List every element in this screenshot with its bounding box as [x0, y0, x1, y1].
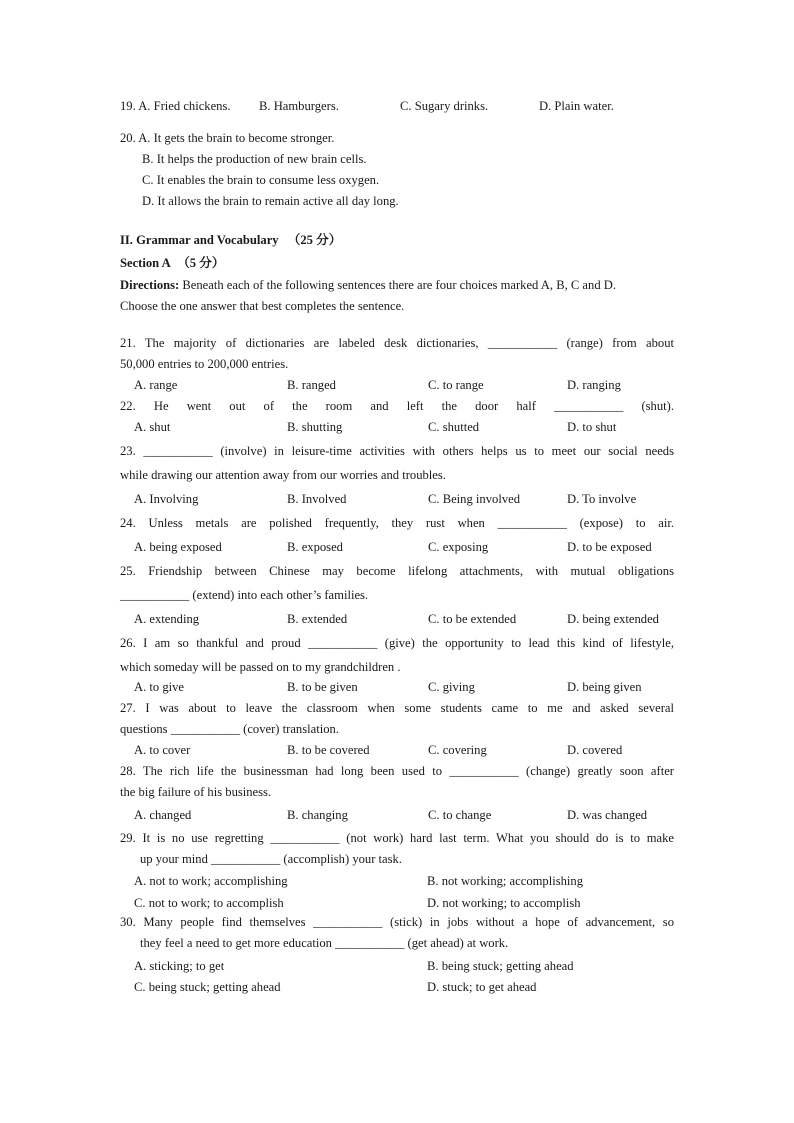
- question-21-stem-cont: 50,000 entries to 200,000 entries.: [120, 357, 289, 371]
- question-25-option-b: B. extended: [287, 612, 348, 626]
- question-22-option-a: A. shut: [134, 420, 171, 434]
- directions-line-2: Choose the one answer that best completes the sentence.: [120, 299, 405, 313]
- question-30-stem-cont: they feel a need to get more education ___________ (get ahead) at work.: [140, 936, 509, 950]
- question-24-option-c: C. exposing: [428, 540, 489, 554]
- q19-option-a: 19. A. Fried chickens.: [120, 99, 231, 113]
- question-24-option-b: B. exposed: [287, 540, 343, 554]
- question-28-stem: 28. The rich life the businessman had long been used to ___________ (change) greatly soon after: [120, 764, 674, 778]
- question-25-option-d: D. being extended: [567, 612, 659, 626]
- question-29-option-a: A. not to work; accomplishing: [134, 874, 288, 888]
- question-23-option-c: C. Being involved: [428, 492, 520, 506]
- q20-option-b: B. It helps the production of new brain cells.: [142, 152, 367, 166]
- directions-label: Directions:: [120, 278, 180, 292]
- question-23-stem: 23. ___________ (involve) in leisure-time activities with others helps us to meet our social needs: [120, 444, 674, 458]
- q20-option-d: D. It allows the brain to remain active all day long.: [142, 194, 399, 208]
- subsection-heading: [120, 255, 224, 271]
- question-28-option-b: B. changing: [287, 808, 348, 822]
- question-28-option-a: A. changed: [134, 808, 192, 822]
- question-25-option-a: A. extending: [134, 612, 200, 626]
- question-27-option-d: D. covered: [567, 743, 623, 757]
- question-25-stem-cont: ___________ (extend) into each other’s families.: [120, 588, 369, 602]
- question-30-option-c: C. being stuck; getting ahead: [134, 980, 281, 994]
- q19-option-b: B. Hamburgers.: [259, 99, 339, 113]
- question-24-option-d: D. to be exposed: [567, 540, 652, 554]
- subsection-score: （5 分）: [177, 256, 225, 270]
- question-21-option-b: B. ranged: [287, 378, 336, 392]
- question-28-stem-cont: the big failure of his business.: [120, 785, 272, 799]
- question-22-stem: 22. He went out of the room and left the door half ___________ (shut).: [120, 399, 674, 413]
- question-26-stem-cont: which someday will be passed on to my grandchildren .: [120, 660, 401, 674]
- question-21-option-a: A. range: [134, 378, 178, 392]
- question-23-option-b: B. Involved: [287, 492, 347, 506]
- question-27-option-c: C. covering: [428, 743, 487, 757]
- question-22-option-b: B. shutting: [287, 420, 343, 434]
- question-23-stem-cont: while drawing our attention away from our worries and troubles.: [120, 468, 446, 482]
- section-heading: [120, 232, 341, 248]
- question-29-stem-cont: up your mind ___________ (accomplish) your task.: [140, 852, 402, 866]
- directions-text-1: Beneath each of the following sentences there are four choices marked A, B, C and D.: [179, 278, 617, 292]
- question-27-stem: 27. I was about to leave the classroom when some students came to me and asked several: [120, 701, 674, 715]
- question-21-stem: 21. The majority of dictionaries are labeled desk dictionaries, ___________ (range) from about: [120, 336, 674, 350]
- question-26-stem: 26. I am so thankful and proud ___________ (give) the opportunity to lead this kind of lifestyle,: [120, 636, 674, 650]
- question-30-option-a: A. sticking; to get: [134, 959, 225, 973]
- question-29-stem: 29. It is no use regretting ___________ (not work) hard last term. What you should do is to make: [120, 831, 674, 845]
- question-29-option-d: D. not working; to accomplish: [427, 896, 581, 910]
- question-25-stem: 25. Friendship between Chinese may become lifelong attachments, with mutual obligations: [120, 564, 674, 578]
- question-24-stem: 24. Unless metals are polished frequently, they rust when ___________ (expose) to air.: [120, 516, 674, 530]
- question-26-option-d: D. being given: [567, 680, 642, 694]
- q20-option-c: C. It enables the brain to consume less oxygen.: [142, 173, 380, 187]
- question-26-option-b: B. to be given: [287, 680, 358, 694]
- question-24-option-a: A. being exposed: [134, 540, 222, 554]
- question-21-option-c: C. to range: [428, 378, 484, 392]
- question-25-option-c: C. to be extended: [428, 612, 517, 626]
- question-21-option-d: D. ranging: [567, 378, 621, 392]
- question-23-option-a: A. Involving: [134, 492, 199, 506]
- question-27-stem-cont: questions ___________ (cover) translation.: [120, 722, 339, 736]
- q19-option-c: C. Sugary drinks.: [400, 99, 489, 113]
- subsection-title: Section A: [120, 256, 171, 270]
- question-26-option-a: A. to give: [134, 680, 185, 694]
- question-27-option-a: A. to cover: [134, 743, 191, 757]
- question-30-option-d: D. stuck; to get ahead: [427, 980, 537, 994]
- question-30-option-b: B. being stuck; getting ahead: [427, 959, 574, 973]
- question-30-stem: 30. Many people find themselves ___________ (stick) in jobs without a hope of advancement, so: [120, 915, 674, 929]
- section-title: II. Grammar and Vocabulary: [120, 233, 279, 247]
- question-23-option-d: D. To involve: [567, 492, 637, 506]
- q20-option-a: 20. A. It gets the brain to become stronger.: [120, 131, 335, 145]
- question-22-option-d: D. to shut: [567, 420, 617, 434]
- question-29-option-b: B. not working; accomplishing: [427, 874, 584, 888]
- q19-option-d: D. Plain water.: [539, 99, 614, 113]
- question-28-option-d: D. was changed: [567, 808, 648, 822]
- question-27-option-b: B. to be covered: [287, 743, 370, 757]
- directions-line-1: [120, 277, 616, 293]
- question-29-option-c: C. not to work; to accomplish: [134, 896, 284, 910]
- question-28-option-c: C. to change: [428, 808, 492, 822]
- question-26-option-c: C. giving: [428, 680, 475, 694]
- section-score: （25 分）: [287, 233, 342, 247]
- question-22-option-c: C. shutted: [428, 420, 480, 434]
